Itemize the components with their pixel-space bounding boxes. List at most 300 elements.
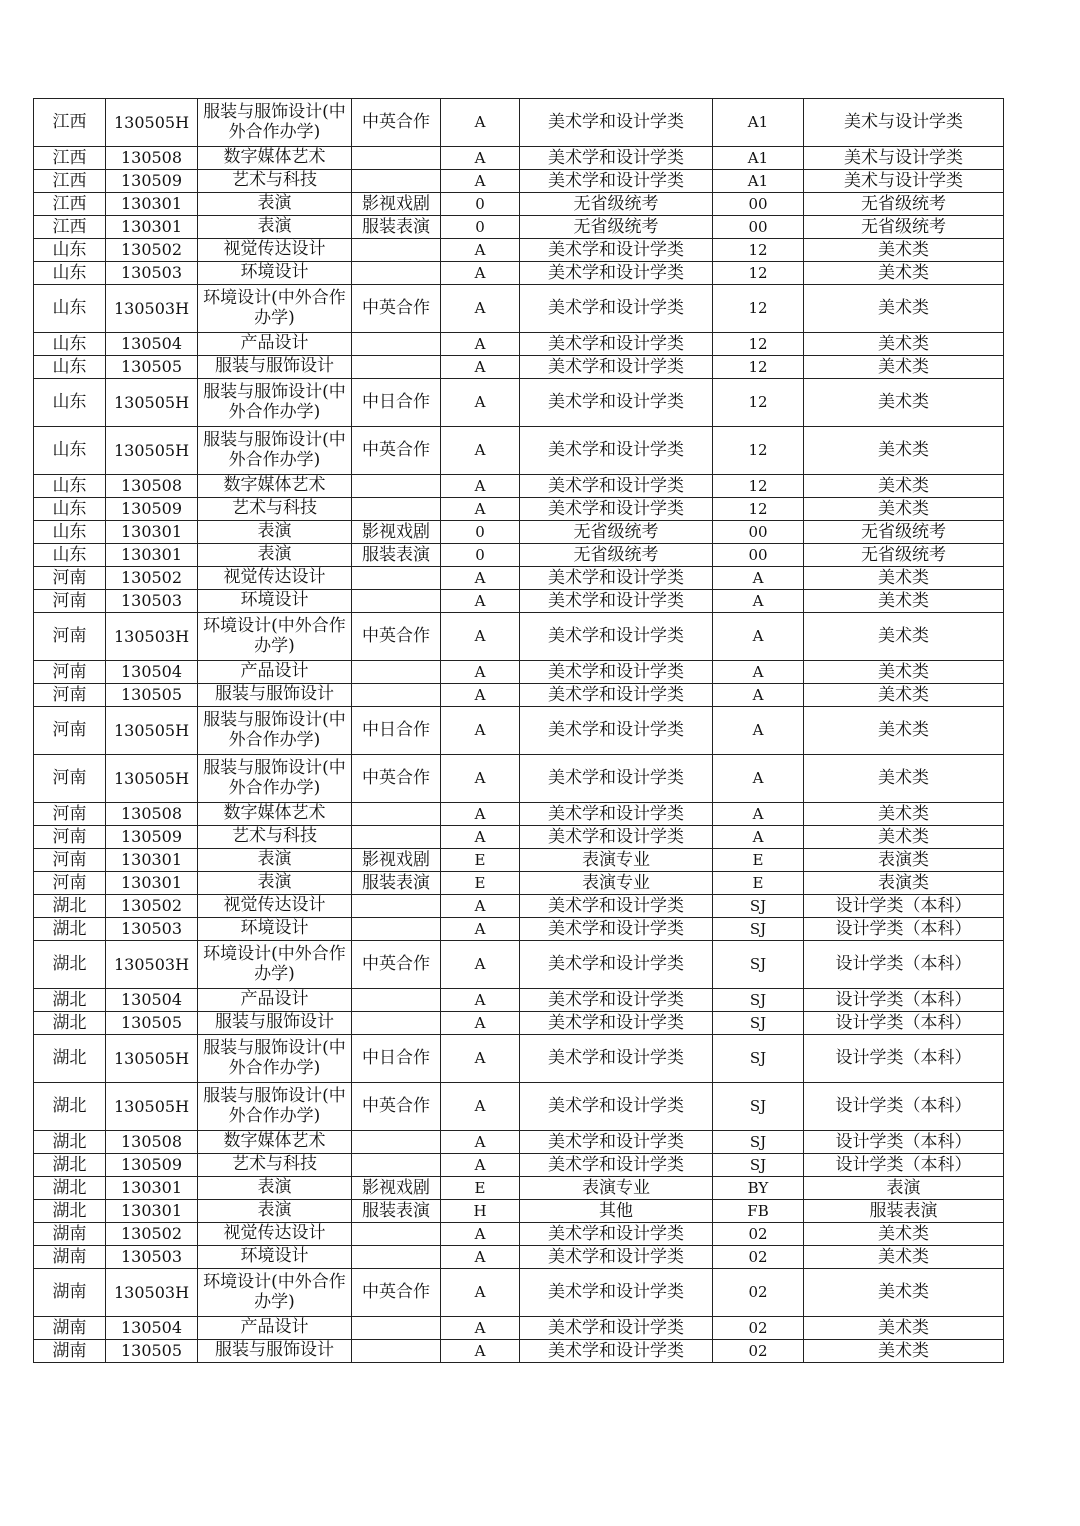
- cell-province-category: 美术类: [804, 1317, 1004, 1340]
- cell-remark: [352, 661, 441, 684]
- cell-province-code: SJ: [713, 1012, 804, 1035]
- cell-remark: [352, 498, 441, 521]
- cell-major-name: 环境设计(中外合作办学): [198, 1269, 352, 1317]
- cell-exam-type-name: 美术学和设计学类: [520, 1154, 713, 1177]
- cell-remark: 影视戏剧: [352, 521, 441, 544]
- table-row: [34, 216, 1004, 239]
- cell-major-name: 艺术与科技: [198, 826, 352, 849]
- cell-province-category: 美术与设计学类: [804, 147, 1004, 170]
- cell-exam-type: A: [441, 147, 520, 170]
- cell-remark: [352, 239, 441, 262]
- cell-exam-type: A: [441, 498, 520, 521]
- cell-exam-type-name: 美术学和设计学类: [520, 285, 713, 333]
- cell-remark: [352, 1340, 441, 1363]
- cell-exam-type-name: 美术学和设计学类: [520, 1340, 713, 1363]
- cell-remark: [352, 475, 441, 498]
- cell-exam-type: A: [441, 707, 520, 755]
- cell-exam-type: A: [441, 1083, 520, 1131]
- cell-exam-type: A: [441, 1012, 520, 1035]
- cell-province-code: A: [713, 613, 804, 661]
- cell-remark: 中英合作: [352, 285, 441, 333]
- cell-major-code: 130508: [106, 475, 198, 498]
- cell-major-code: 130505H: [106, 379, 198, 427]
- cell-remark: 服装表演: [352, 216, 441, 239]
- cell-province-category: 美术类: [804, 567, 1004, 590]
- cell-major-code: 130505H: [106, 707, 198, 755]
- cell-province-code: 02: [713, 1246, 804, 1269]
- cell-major-code: 130301: [106, 1177, 198, 1200]
- cell-exam-type-name: 无省级统考: [520, 521, 713, 544]
- cell-province-code: SJ: [713, 1154, 804, 1177]
- cell-major-name: 服装与服饰设计: [198, 684, 352, 707]
- cell-province: 河南: [34, 755, 106, 803]
- cell-province-category: 服装表演: [804, 1200, 1004, 1223]
- cell-major-name: 服装与服饰设计(中外合作办学): [198, 99, 352, 147]
- cell-major-code: 130508: [106, 803, 198, 826]
- cell-province-category: 表演: [804, 1177, 1004, 1200]
- cell-major-name: 环境设计: [198, 1246, 352, 1269]
- cell-exam-type: A: [441, 99, 520, 147]
- cell-exam-type: A: [441, 918, 520, 941]
- cell-exam-type-name: 美术学和设计学类: [520, 262, 713, 285]
- table-row: [34, 1246, 1004, 1269]
- cell-province-code: 12: [713, 498, 804, 521]
- cell-province-category: 表演类: [804, 849, 1004, 872]
- cell-major-code: 130504: [106, 989, 198, 1012]
- cell-province-category: 美术类: [804, 1269, 1004, 1317]
- cell-province: 江西: [34, 193, 106, 216]
- cell-major-name: 服装与服饰设计(中外合作办学): [198, 1083, 352, 1131]
- cell-province: 湖南: [34, 1317, 106, 1340]
- cell-remark: [352, 567, 441, 590]
- cell-exam-type-name: 美术学和设计学类: [520, 1012, 713, 1035]
- table-row: [34, 941, 1004, 989]
- cell-exam-type-name: 美术学和设计学类: [520, 755, 713, 803]
- table-row: [34, 826, 1004, 849]
- cell-province-category: 美术类: [804, 1223, 1004, 1246]
- cell-province-code: SJ: [713, 918, 804, 941]
- cell-exam-type: A: [441, 895, 520, 918]
- cell-province-category: 无省级统考: [804, 216, 1004, 239]
- table-row: [34, 989, 1004, 1012]
- table-row: [34, 849, 1004, 872]
- cell-province-code: 12: [713, 379, 804, 427]
- cell-province-code: SJ: [713, 1083, 804, 1131]
- cell-province: 山东: [34, 285, 106, 333]
- table-row: [34, 99, 1004, 147]
- cell-province-code: 00: [713, 216, 804, 239]
- cell-major-code: 130301: [106, 216, 198, 239]
- cell-major-code: 130503: [106, 590, 198, 613]
- cell-major-code: 130504: [106, 661, 198, 684]
- cell-remark: 影视戏剧: [352, 193, 441, 216]
- cell-exam-type-name: 无省级统考: [520, 193, 713, 216]
- cell-province-category: 美术类: [804, 427, 1004, 475]
- cell-province: 江西: [34, 216, 106, 239]
- cell-province: 湖北: [34, 1200, 106, 1223]
- cell-remark: 服装表演: [352, 1200, 441, 1223]
- cell-province-category: 美术与设计学类: [804, 99, 1004, 147]
- cell-province-code: 02: [713, 1269, 804, 1317]
- cell-province-category: 设计学类（本科）: [804, 918, 1004, 941]
- cell-province: 江西: [34, 99, 106, 147]
- cell-major-name: 环境设计(中外合作办学): [198, 285, 352, 333]
- cell-exam-type: A: [441, 333, 520, 356]
- table-row: [34, 1035, 1004, 1083]
- cell-exam-type-name: 美术学和设计学类: [520, 684, 713, 707]
- cell-remark: [352, 826, 441, 849]
- cell-exam-type-name: 美术学和设计学类: [520, 826, 713, 849]
- cell-province-code: 02: [713, 1340, 804, 1363]
- cell-province-category: 美术类: [804, 707, 1004, 755]
- cell-province-code: A: [713, 590, 804, 613]
- cell-major-name: 服装与服饰设计(中外合作办学): [198, 1035, 352, 1083]
- cell-province: 湖北: [34, 895, 106, 918]
- table-row: [34, 1317, 1004, 1340]
- cell-major-name: 数字媒体艺术: [198, 1131, 352, 1154]
- cell-exam-type: A: [441, 1223, 520, 1246]
- cell-exam-type: A: [441, 755, 520, 803]
- cell-major-code: 130301: [106, 521, 198, 544]
- cell-province-category: 美术类: [804, 826, 1004, 849]
- cell-remark: [352, 1246, 441, 1269]
- cell-province-category: 美术类: [804, 379, 1004, 427]
- cell-province-category: 表演类: [804, 872, 1004, 895]
- cell-province: 山东: [34, 427, 106, 475]
- cell-province-code: 12: [713, 239, 804, 262]
- cell-exam-type: A: [441, 170, 520, 193]
- cell-remark: [352, 1154, 441, 1177]
- cell-province-code: A1: [713, 147, 804, 170]
- cell-exam-type: A: [441, 285, 520, 333]
- cell-major-name: 数字媒体艺术: [198, 147, 352, 170]
- cell-province-category: 设计学类（本科）: [804, 941, 1004, 989]
- cell-province-category: 设计学类（本科）: [804, 1035, 1004, 1083]
- cell-exam-type-name: 美术学和设计学类: [520, 918, 713, 941]
- cell-province-category: 美术类: [804, 1340, 1004, 1363]
- cell-exam-type: A: [441, 239, 520, 262]
- cell-province: 山东: [34, 498, 106, 521]
- cell-exam-type: A: [441, 1246, 520, 1269]
- table-row: [34, 1131, 1004, 1154]
- cell-exam-type: H: [441, 1200, 520, 1223]
- table-row: [34, 379, 1004, 427]
- table-row: [34, 1200, 1004, 1223]
- table-row: [34, 170, 1004, 193]
- cell-remark: [352, 590, 441, 613]
- cell-exam-type-name: 美术学和设计学类: [520, 239, 713, 262]
- table-row: [34, 239, 1004, 262]
- cell-province-code: 00: [713, 193, 804, 216]
- cell-exam-type-name: 美术学和设计学类: [520, 895, 713, 918]
- table-row: [34, 872, 1004, 895]
- table-row: [34, 427, 1004, 475]
- cell-province-category: 美术类: [804, 239, 1004, 262]
- cell-province: 江西: [34, 147, 106, 170]
- cell-exam-type-name: 美术学和设计学类: [520, 590, 713, 613]
- cell-exam-type: A: [441, 941, 520, 989]
- cell-exam-type-name: 无省级统考: [520, 544, 713, 567]
- cell-province-category: 美术类: [804, 803, 1004, 826]
- cell-province-category: 美术类: [804, 590, 1004, 613]
- cell-major-name: 视觉传达设计: [198, 239, 352, 262]
- cell-exam-type: A: [441, 1340, 520, 1363]
- table-row: [34, 661, 1004, 684]
- cell-province-category: 美术类: [804, 661, 1004, 684]
- cell-major-code: 130505: [106, 1340, 198, 1363]
- cell-province: 湖南: [34, 1246, 106, 1269]
- cell-remark: 中英合作: [352, 427, 441, 475]
- cell-major-code: 130503H: [106, 1269, 198, 1317]
- cell-province-code: 12: [713, 356, 804, 379]
- cell-province-code: A: [713, 567, 804, 590]
- cell-major-code: 130509: [106, 170, 198, 193]
- cell-province-code: E: [713, 849, 804, 872]
- cell-major-name: 数字媒体艺术: [198, 475, 352, 498]
- table-row: [34, 1012, 1004, 1035]
- table-row: [34, 918, 1004, 941]
- cell-remark: 中英合作: [352, 99, 441, 147]
- cell-province-code: A: [713, 826, 804, 849]
- cell-remark: 影视戏剧: [352, 1177, 441, 1200]
- cell-remark: [352, 989, 441, 1012]
- cell-major-code: 130503H: [106, 613, 198, 661]
- cell-province-code: 00: [713, 544, 804, 567]
- cell-major-code: 130508: [106, 147, 198, 170]
- cell-major-name: 视觉传达设计: [198, 567, 352, 590]
- cell-major-name: 艺术与科技: [198, 170, 352, 193]
- cell-exam-type: A: [441, 379, 520, 427]
- cell-province-code: FB: [713, 1200, 804, 1223]
- cell-remark: 中英合作: [352, 941, 441, 989]
- cell-major-code: 130509: [106, 498, 198, 521]
- cell-major-name: 产品设计: [198, 661, 352, 684]
- cell-province-category: 美术与设计学类: [804, 170, 1004, 193]
- table-row: [34, 707, 1004, 755]
- table-row: [34, 803, 1004, 826]
- cell-exam-type: A: [441, 1154, 520, 1177]
- cell-province-category: 设计学类（本科）: [804, 1083, 1004, 1131]
- cell-exam-type-name: 美术学和设计学类: [520, 803, 713, 826]
- cell-exam-type: 0: [441, 544, 520, 567]
- cell-province-category: 美术类: [804, 1246, 1004, 1269]
- cell-major-code: 130503: [106, 1246, 198, 1269]
- cell-province: 湖北: [34, 1083, 106, 1131]
- cell-province: 湖北: [34, 1012, 106, 1035]
- cell-province-code: SJ: [713, 895, 804, 918]
- cell-province-code: 02: [713, 1223, 804, 1246]
- cell-exam-type: A: [441, 661, 520, 684]
- cell-major-name: 产品设计: [198, 1317, 352, 1340]
- cell-exam-type: A: [441, 475, 520, 498]
- table-row: [34, 544, 1004, 567]
- table-row: [34, 1083, 1004, 1131]
- cell-province-code: SJ: [713, 1131, 804, 1154]
- cell-major-code: 130505H: [106, 755, 198, 803]
- cell-province-code: 02: [713, 1317, 804, 1340]
- cell-province-code: 12: [713, 262, 804, 285]
- cell-exam-type: A: [441, 262, 520, 285]
- cell-province: 河南: [34, 826, 106, 849]
- cell-province: 湖北: [34, 1154, 106, 1177]
- cell-exam-type-name: 美术学和设计学类: [520, 498, 713, 521]
- table-row: [34, 193, 1004, 216]
- cell-major-code: 130503: [106, 918, 198, 941]
- cell-exam-type-name: 美术学和设计学类: [520, 1269, 713, 1317]
- cell-exam-type: A: [441, 684, 520, 707]
- cell-province-category: 美术类: [804, 475, 1004, 498]
- cell-major-name: 服装与服饰设计: [198, 1340, 352, 1363]
- cell-major-code: 130502: [106, 567, 198, 590]
- cell-major-code: 130505H: [106, 427, 198, 475]
- cell-province-category: 设计学类（本科）: [804, 1154, 1004, 1177]
- cell-province: 河南: [34, 590, 106, 613]
- table-row: [34, 590, 1004, 613]
- table-row: [34, 1340, 1004, 1363]
- cell-major-name: 表演: [198, 1177, 352, 1200]
- cell-major-code: 130505: [106, 356, 198, 379]
- cell-province: 河南: [34, 872, 106, 895]
- table-row: [34, 1269, 1004, 1317]
- cell-exam-type-name: 美术学和设计学类: [520, 613, 713, 661]
- admission-table: [33, 98, 1004, 1363]
- cell-remark: 中日合作: [352, 379, 441, 427]
- cell-exam-type-name: 美术学和设计学类: [520, 661, 713, 684]
- cell-province-category: 无省级统考: [804, 544, 1004, 567]
- cell-province-code: SJ: [713, 941, 804, 989]
- cell-remark: 中英合作: [352, 613, 441, 661]
- cell-major-code: 130504: [106, 1317, 198, 1340]
- cell-exam-type-name: 美术学和设计学类: [520, 989, 713, 1012]
- cell-exam-type: A: [441, 1269, 520, 1317]
- cell-exam-type: A: [441, 613, 520, 661]
- cell-major-code: 130503H: [106, 285, 198, 333]
- cell-remark: [352, 1012, 441, 1035]
- cell-remark: [352, 1131, 441, 1154]
- cell-remark: [352, 170, 441, 193]
- cell-remark: [352, 1317, 441, 1340]
- cell-major-name: 环境设计: [198, 590, 352, 613]
- cell-province-category: 美术类: [804, 755, 1004, 803]
- cell-remark: 中英合作: [352, 1083, 441, 1131]
- cell-province: 山东: [34, 475, 106, 498]
- cell-province-code: SJ: [713, 989, 804, 1012]
- cell-province-code: A: [713, 684, 804, 707]
- cell-province: 江西: [34, 170, 106, 193]
- cell-remark: [352, 684, 441, 707]
- cell-exam-type-name: 美术学和设计学类: [520, 1317, 713, 1340]
- cell-exam-type: E: [441, 849, 520, 872]
- cell-exam-type: 0: [441, 216, 520, 239]
- cell-province-code: 12: [713, 427, 804, 475]
- cell-remark: [352, 333, 441, 356]
- cell-remark: [352, 147, 441, 170]
- cell-major-code: 130301: [106, 872, 198, 895]
- cell-exam-type-name: 表演专业: [520, 849, 713, 872]
- cell-province: 湖南: [34, 1340, 106, 1363]
- cell-exam-type-name: 美术学和设计学类: [520, 170, 713, 193]
- table-body: [34, 99, 1004, 1363]
- cell-major-code: 130301: [106, 544, 198, 567]
- table-row: [34, 613, 1004, 661]
- cell-province-category: 美术类: [804, 285, 1004, 333]
- cell-exam-type-name: 美术学和设计学类: [520, 941, 713, 989]
- cell-exam-type: A: [441, 1317, 520, 1340]
- cell-major-name: 服装与服饰设计(中外合作办学): [198, 755, 352, 803]
- cell-exam-type: 0: [441, 521, 520, 544]
- cell-major-code: 130505H: [106, 1083, 198, 1131]
- cell-major-name: 服装与服饰设计: [198, 1012, 352, 1035]
- cell-major-name: 产品设计: [198, 989, 352, 1012]
- cell-exam-type-name: 美术学和设计学类: [520, 356, 713, 379]
- cell-major-name: 服装与服饰设计(中外合作办学): [198, 379, 352, 427]
- cell-major-code: 130505H: [106, 99, 198, 147]
- cell-remark: [352, 895, 441, 918]
- cell-province-code: A: [713, 803, 804, 826]
- cell-exam-type-name: 美术学和设计学类: [520, 567, 713, 590]
- cell-major-code: 130301: [106, 849, 198, 872]
- cell-major-name: 表演: [198, 1200, 352, 1223]
- cell-major-name: 环境设计(中外合作办学): [198, 613, 352, 661]
- cell-province-category: 美术类: [804, 684, 1004, 707]
- cell-remark: 服装表演: [352, 544, 441, 567]
- cell-province: 山东: [34, 356, 106, 379]
- cell-province: 湖北: [34, 1177, 106, 1200]
- cell-province-category: 美术类: [804, 262, 1004, 285]
- table-row: [34, 567, 1004, 590]
- cell-province-code: A: [713, 755, 804, 803]
- cell-province-category: 无省级统考: [804, 193, 1004, 216]
- cell-major-code: 130504: [106, 333, 198, 356]
- cell-province-code: 12: [713, 333, 804, 356]
- cell-exam-type-name: 其他: [520, 1200, 713, 1223]
- cell-exam-type-name: 美术学和设计学类: [520, 1223, 713, 1246]
- cell-exam-type-name: 美术学和设计学类: [520, 707, 713, 755]
- cell-exam-type: A: [441, 803, 520, 826]
- cell-major-code: 130502: [106, 895, 198, 918]
- table-row: [34, 498, 1004, 521]
- cell-exam-type-name: 美术学和设计学类: [520, 333, 713, 356]
- cell-exam-type: E: [441, 1177, 520, 1200]
- cell-exam-type: A: [441, 590, 520, 613]
- cell-province-category: 设计学类（本科）: [804, 1131, 1004, 1154]
- cell-province-category: 美术类: [804, 356, 1004, 379]
- cell-province-code: 12: [713, 475, 804, 498]
- cell-remark: 中日合作: [352, 1035, 441, 1083]
- cell-major-code: 130503H: [106, 941, 198, 989]
- cell-province: 湖北: [34, 941, 106, 989]
- cell-province: 山东: [34, 521, 106, 544]
- cell-province-category: 设计学类（本科）: [804, 895, 1004, 918]
- cell-remark: 中英合作: [352, 1269, 441, 1317]
- cell-province: 山东: [34, 544, 106, 567]
- cell-major-name: 艺术与科技: [198, 498, 352, 521]
- table-row: [34, 356, 1004, 379]
- cell-major-name: 环境设计(中外合作办学): [198, 941, 352, 989]
- cell-major-code: 130509: [106, 826, 198, 849]
- cell-province: 河南: [34, 613, 106, 661]
- cell-exam-type-name: 美术学和设计学类: [520, 379, 713, 427]
- cell-major-name: 表演: [198, 521, 352, 544]
- cell-major-name: 环境设计: [198, 918, 352, 941]
- cell-exam-type: E: [441, 872, 520, 895]
- cell-province: 山东: [34, 333, 106, 356]
- cell-province-code: A: [713, 707, 804, 755]
- table-row: [34, 521, 1004, 544]
- cell-major-code: 130301: [106, 1200, 198, 1223]
- cell-exam-type-name: 美术学和设计学类: [520, 1083, 713, 1131]
- table-row: [34, 1177, 1004, 1200]
